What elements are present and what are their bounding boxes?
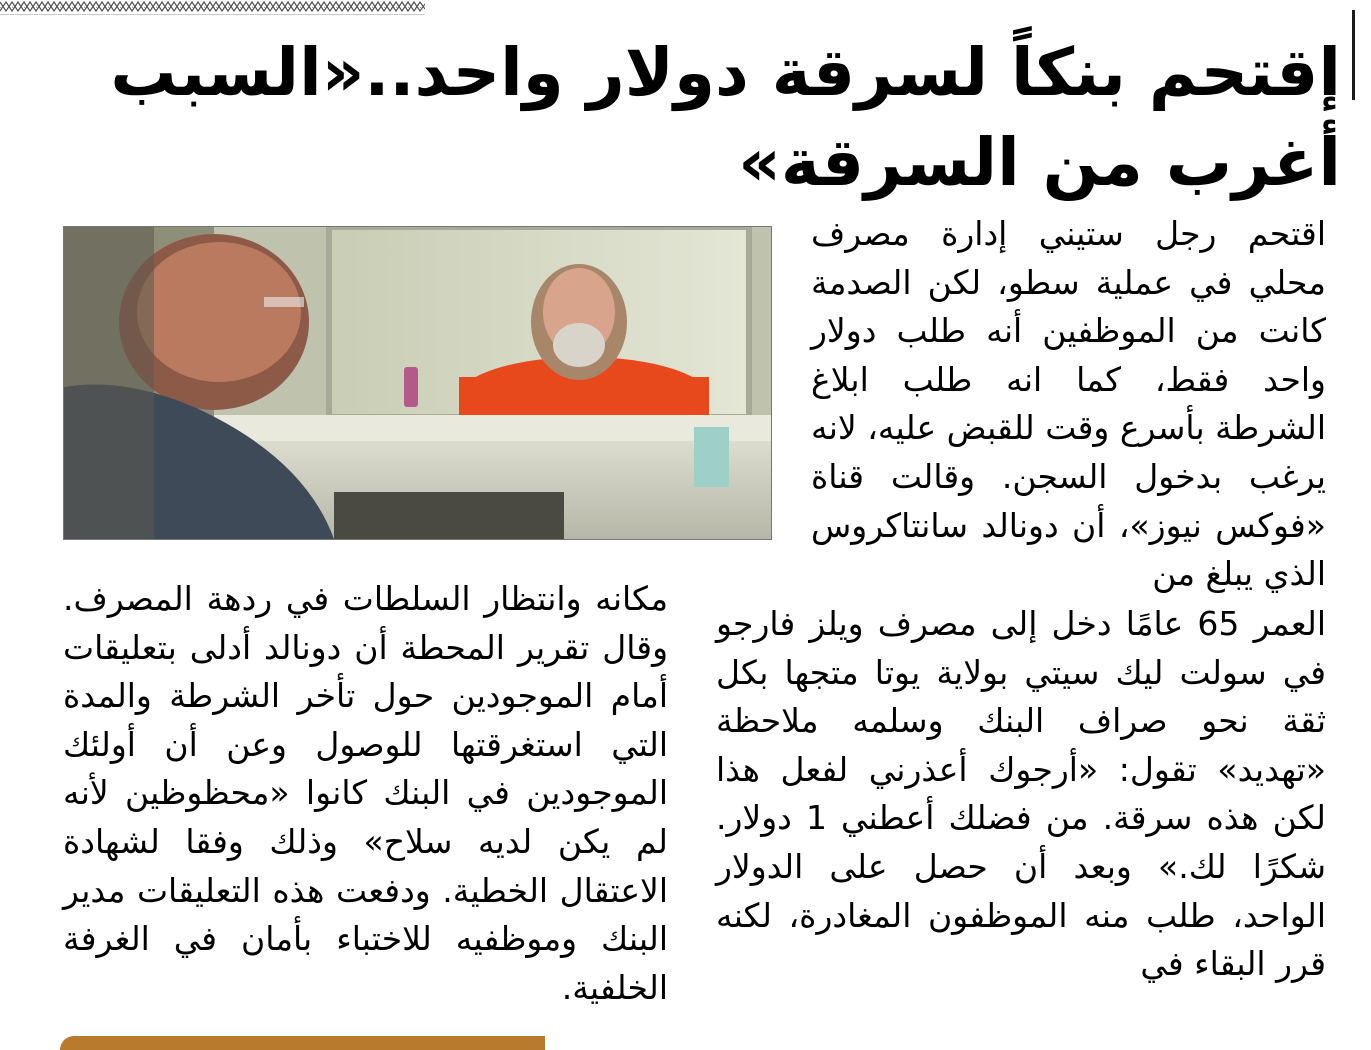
paragraph-left: مكانه وانتظار السلطات في ردهة المصرف. وقال تقرير المحطة أن دونالد أدلى بتعليقات أمام الموجودين حول تأخر الشرطة والمدة التي استغرقتها للوصول وعن أن أولئك الموجودين في البنك كانوا «محظوظين لأنه لم يكن لديه سلاح» وذلك وفقا لشهادة الاعتقال الخطية. ودفعت هذه التعليقات مدير البنك وموظفيه للاختباء بأمان في الغرفة الخلفية. bbox=[63, 579, 668, 1007]
decorative-accent-bar bbox=[60, 1036, 545, 1050]
article-column-right-lower bbox=[716, 600, 1326, 989]
headline-line-2: أغرب من السرقة» bbox=[738, 124, 1341, 201]
decorative-zigzag-border bbox=[0, 0, 425, 15]
article-headline bbox=[110, 28, 1341, 208]
paragraph-right-upper: اقتحم رجل ستيني إدارة مصرف محلي في عملية سطو، لكن الصدمة كانت من الموظفين أنه طلب دولار واحد فقط، كما انه طلب ابلاغ الشرطة بأسرع وقت للقبض عليه، لانه يرغب بدخول السجن. وقالت قناة «فوكس نيوز»، أن دونالد سانتاكروس الذي يبلغ من bbox=[811, 214, 1326, 594]
prisoner-visit-photo-icon bbox=[64, 227, 771, 539]
header-vertical-rule bbox=[1352, 10, 1355, 100]
headline-line-1: إقتحم بنكاً لسرقة دولار واحد..«السبب bbox=[110, 34, 1341, 111]
article-photo bbox=[63, 226, 772, 540]
article-column-right-upper bbox=[811, 210, 1326, 599]
paragraph-right-lower: العمر 65 عامًا دخل إلى مصرف ويلز فارجو في سولت ليك سيتي بولاية يوتا متجها بكل ثقة نحو صراف البنك وسلمه ملاحظة «تهديد» تقول: «أرجوك أعذرني لفعل هذا لكن هذه سرقة. من فضلك أعطني 1 دولار. شكرًا لك.» وبعد أن حصل على الدولار الواحد، طلب منه الموظفون المغادرة، لكنه قرر البقاء في bbox=[716, 604, 1327, 984]
article-column-left bbox=[63, 575, 668, 1012]
